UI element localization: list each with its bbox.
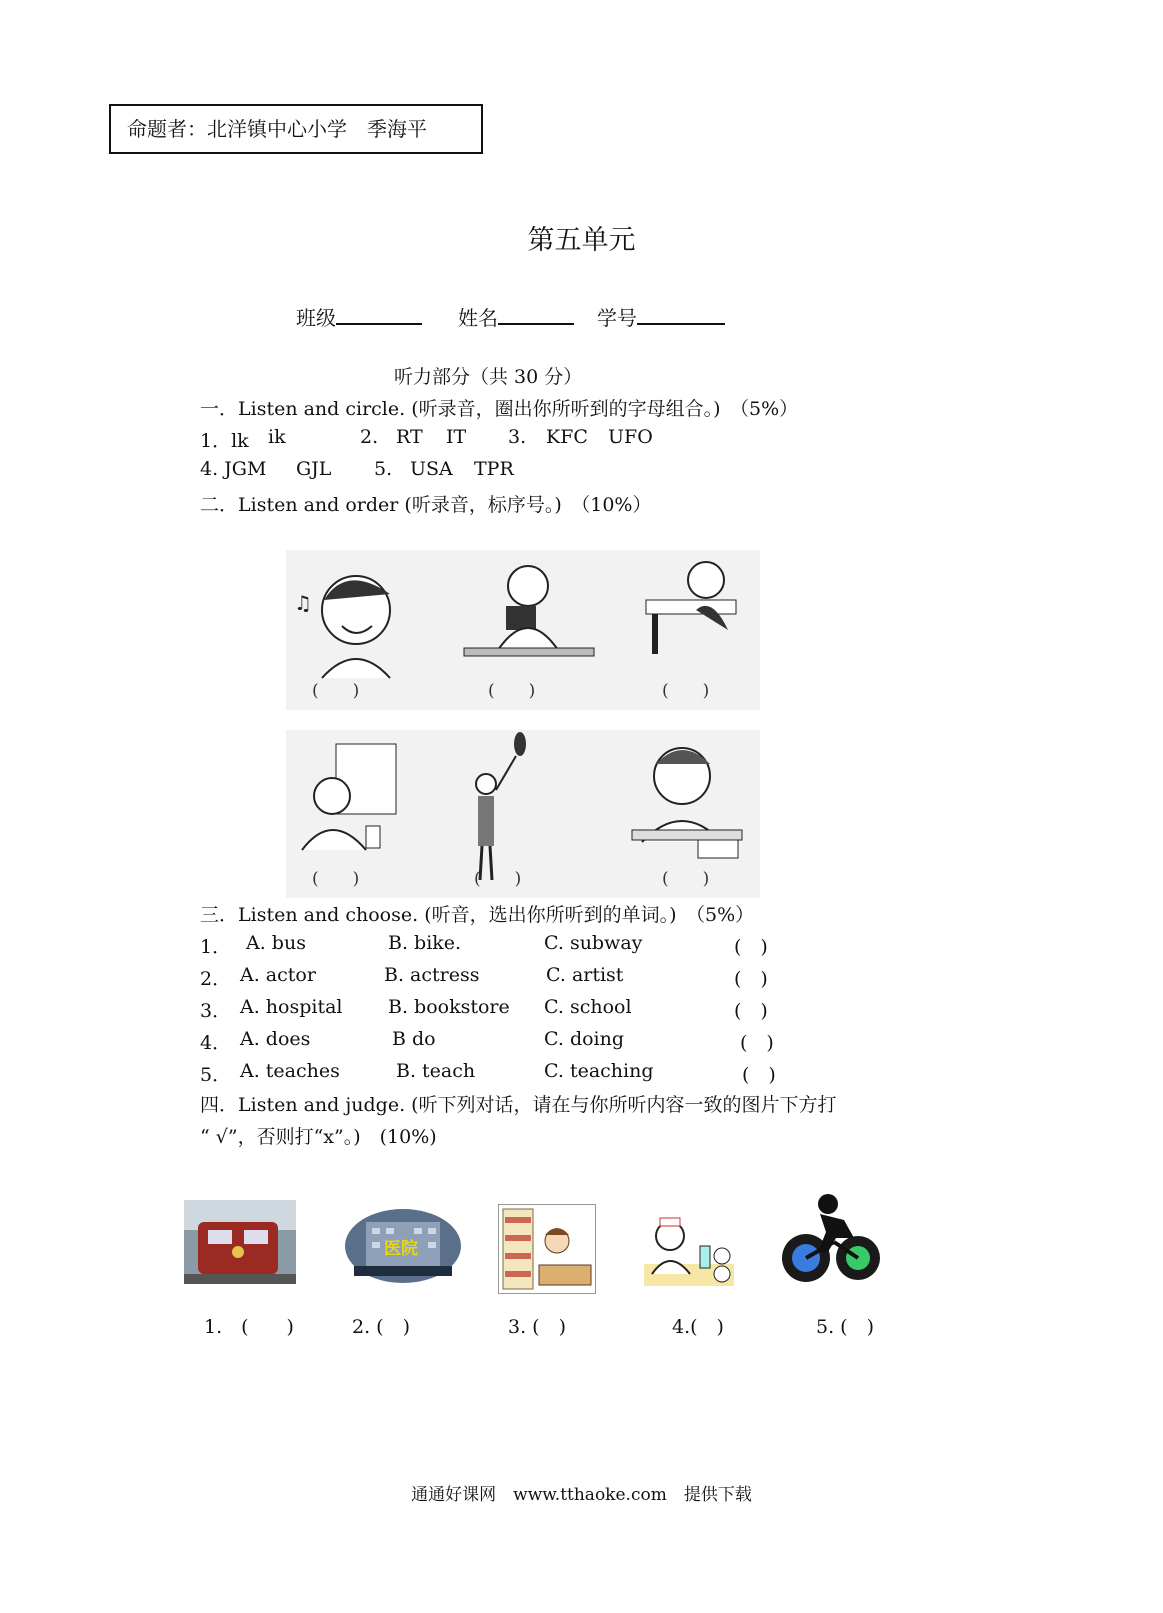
- name-field[interactable]: [458, 302, 574, 331]
- choose-option-b[interactable]: B. bike.: [388, 932, 462, 954]
- choose-number: 3．: [200, 1000, 232, 1022]
- choose-option-c[interactable]: C. school: [544, 996, 632, 1018]
- choose-option-a[interactable]: A. hospital: [240, 996, 343, 1018]
- cyclist-picture: [778, 1190, 882, 1292]
- part1-option: UFO: [608, 426, 653, 448]
- hospital-picture: [344, 1208, 462, 1284]
- order-bracket[interactable]: ( ): [488, 681, 536, 701]
- answer-bracket[interactable]: ( ): [734, 936, 768, 958]
- part1-title: 一．Listen and circle. (听录音，圈出你所听到的字母组合。) （5%）: [200, 398, 799, 420]
- judge-answer[interactable]: 2. ( ): [352, 1316, 410, 1338]
- judge-answer[interactable]: 5. ( ): [816, 1316, 874, 1338]
- doctor-picture: [640, 1204, 738, 1292]
- choose-number: 1．: [200, 936, 232, 958]
- order-picture-panel: [286, 550, 760, 710]
- svg-text:♫: ♫: [294, 591, 312, 615]
- order-bracket[interactable]: ( ): [312, 681, 360, 701]
- part1-option: ik: [268, 426, 286, 448]
- choose-option-c[interactable]: C. subway: [544, 932, 643, 954]
- bike-icon: [778, 1190, 882, 1292]
- doctor-desk-illustration: [640, 1204, 738, 1292]
- choose-option-b[interactable]: B do: [392, 1028, 436, 1050]
- page-title: 第五单元: [527, 225, 636, 256]
- choose-option-a[interactable]: A. bus: [246, 932, 306, 954]
- part2-title: 二．Listen and order (听录音，标序号。) （10%）: [200, 494, 652, 516]
- choose-number: 2．: [200, 968, 232, 990]
- choose-option-c[interactable]: C. doing: [544, 1028, 625, 1050]
- part4-title: 四．Listen and judge. (听下列对话，请在与你所听内容一致的图片下方打: [200, 1094, 837, 1116]
- answer-bracket[interactable]: ( ): [734, 1000, 768, 1022]
- choose-number: 4．: [200, 1032, 232, 1054]
- part1-option: USA: [410, 458, 453, 480]
- choose-number: 5．: [200, 1064, 232, 1086]
- listening-heading: 听力部分（共 30 分）: [394, 366, 583, 388]
- judge-answer[interactable]: 4.( ): [672, 1316, 724, 1338]
- part1-option: IT: [446, 426, 467, 448]
- choose-option-b[interactable]: B. teach: [396, 1060, 476, 1082]
- footer-source: 通通好课网 www.tthaoke.com 提供下载: [411, 1485, 752, 1505]
- part1-option: RT: [396, 426, 423, 448]
- order-bracket[interactable]: ( ): [662, 681, 710, 701]
- class-label: 班级: [296, 306, 336, 330]
- part1-option: 4. JGM: [200, 458, 267, 480]
- choose-option-b[interactable]: B. actress: [384, 964, 480, 986]
- order-picture-panel: [286, 730, 760, 898]
- answer-bracket[interactable]: ( ): [742, 1064, 776, 1086]
- choose-option-b[interactable]: B. bookstore: [388, 996, 510, 1018]
- bookstore-illustration: [499, 1205, 595, 1293]
- part1-number: 5.: [374, 458, 393, 480]
- judge-answer[interactable]: 3. ( ): [508, 1316, 566, 1338]
- part1-number: 3.: [508, 426, 527, 448]
- choose-option-a[interactable]: A. actor: [240, 964, 316, 986]
- choose-option-a[interactable]: A. does: [240, 1028, 311, 1050]
- part1-option: TPR: [474, 458, 514, 480]
- judge-answer[interactable]: 1. ( ): [204, 1316, 294, 1338]
- bookstore-picture: [498, 1204, 596, 1294]
- train-illustration: [184, 1200, 296, 1284]
- author-box: 命题者：北洋镇中心小学 季海平: [109, 104, 483, 154]
- class-blank[interactable]: [336, 305, 422, 325]
- id-field[interactable]: [597, 302, 725, 331]
- answer-bracket[interactable]: ( ): [734, 968, 768, 990]
- answer-bracket[interactable]: ( ): [740, 1032, 774, 1054]
- class-field[interactable]: [296, 302, 422, 331]
- part1-option: KFC: [546, 426, 588, 448]
- part1-number: 2.: [360, 426, 379, 448]
- part3-title: 三．Listen and choose. (听音，选出你所听到的单词。) （5%）: [200, 904, 755, 926]
- id-label: 学号: [597, 306, 637, 330]
- train-picture: [184, 1200, 296, 1284]
- part1-option: GJL: [296, 458, 332, 480]
- hospital-sign: 医院: [384, 1239, 418, 1259]
- order-bracket[interactable]: ( ): [662, 869, 710, 889]
- name-label: 姓名: [458, 306, 498, 330]
- part4-title-line2: “ √”，否则打“x”。) (10%): [200, 1126, 437, 1148]
- name-blank[interactable]: [498, 305, 574, 325]
- choose-option-c[interactable]: C. teaching: [544, 1060, 654, 1082]
- order-bracket[interactable]: ( ): [312, 869, 360, 889]
- choose-option-a[interactable]: A. teaches: [240, 1060, 340, 1082]
- order-bracket[interactable]: ( ): [474, 869, 522, 889]
- id-blank[interactable]: [637, 305, 725, 325]
- choose-option-c[interactable]: C. artist: [546, 964, 624, 986]
- part1-option: 1．lk: [200, 430, 249, 452]
